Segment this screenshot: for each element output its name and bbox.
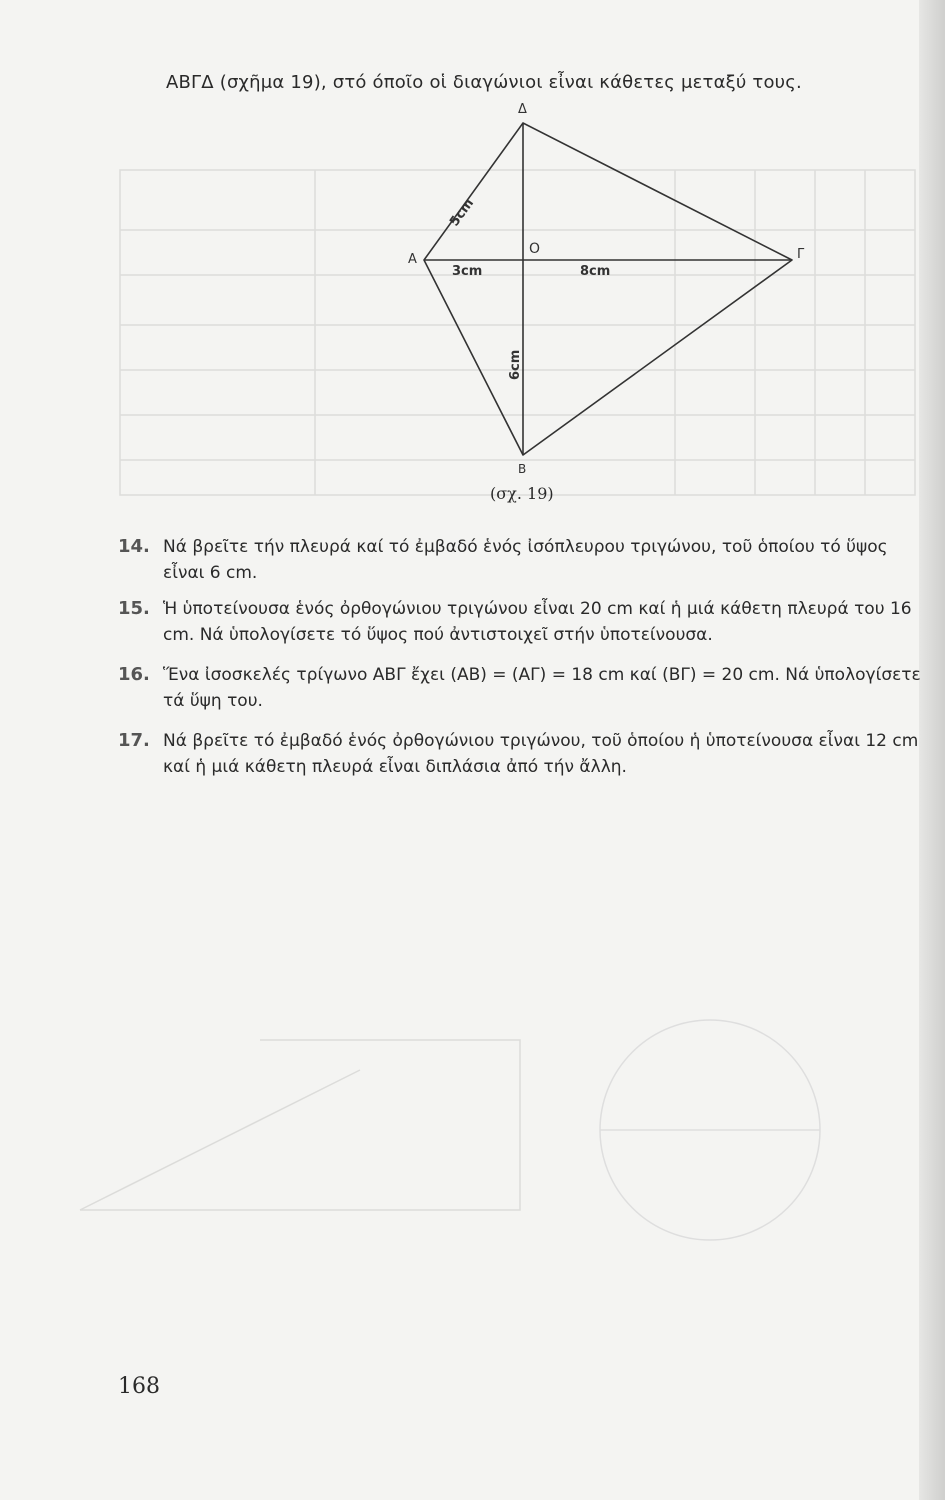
kite-figure bbox=[400, 95, 820, 515]
measure-OG: 8cm bbox=[580, 264, 611, 279]
exercise-text: Νά βρεῖτε τήν πλευρά καί τό ἐμβαδό ἑνός ἰσόπλευρου τριγώνου, τοῦ ὁποίου τό ὕψος εἶναι 6 cm. bbox=[163, 537, 888, 583]
exercise-text: Ἕνα ἰσοσκελές τρίγωνο ΑΒΓ ἔχει (ΑΒ) = (ΑΓ) = 18 cm καί (ΒΓ) = 20 cm. Νά ὑπολογίσετε τά ὕψη του. bbox=[163, 665, 921, 711]
measure-AO: 3cm bbox=[452, 264, 483, 279]
measure-OB: 6cm bbox=[508, 349, 523, 380]
vertex-label-D: Δ bbox=[518, 102, 527, 117]
exercise-17 bbox=[118, 728, 928, 780]
exercise-16 bbox=[118, 662, 928, 714]
page-number: 168 bbox=[118, 1374, 160, 1399]
exercise-14 bbox=[118, 534, 928, 586]
exercise-number: 14. bbox=[118, 536, 150, 557]
exercise-number: 17. bbox=[118, 730, 150, 751]
intro-text: ΑΒΓΔ (σχῆμα 19), στό όποῖο οἱ διαγώνιοι εἶναι κάθετες μεταξύ τους. bbox=[166, 72, 802, 93]
exercise-number: 16. bbox=[118, 664, 150, 685]
center-label-O: Ο bbox=[529, 241, 541, 257]
bleed-through-circle bbox=[560, 990, 840, 1270]
exercise-15 bbox=[118, 596, 928, 648]
exercise-number: 15. bbox=[118, 598, 150, 619]
bleed-through-figure bbox=[60, 1030, 540, 1230]
kite-outline bbox=[424, 123, 792, 455]
vertex-label-G: Γ bbox=[797, 247, 805, 262]
vertex-label-A: Α bbox=[408, 252, 417, 267]
exercise-text: Νά βρεῖτε τό ἐμβαδό ἑνός ὀρθογώνιου τριγώνου, τοῦ ὁποίου ἡ ὑποτείνουσα εἶναι 12 cm καί ἡ μιά κάθετη πλευρά εἶναι διπλάσια ἀπό τήν ἄλλη. bbox=[163, 731, 919, 777]
measure-AD: 5cm bbox=[447, 196, 478, 230]
vertex-label-B: Β bbox=[518, 462, 527, 476]
figure-caption: (σχ. 19) bbox=[490, 484, 554, 503]
exercise-text: Ἡ ὑποτείνουσα ἑνός ὀρθογώνιου τριγώνου εἶναι 20 cm καί ἡ μιά κάθετη πλευρά του 16 cm. Νά ὑπολογίσετε τό ὕψος πού ἀντιστοιχεῖ στήν ὑποτείνουσα. bbox=[163, 599, 912, 645]
